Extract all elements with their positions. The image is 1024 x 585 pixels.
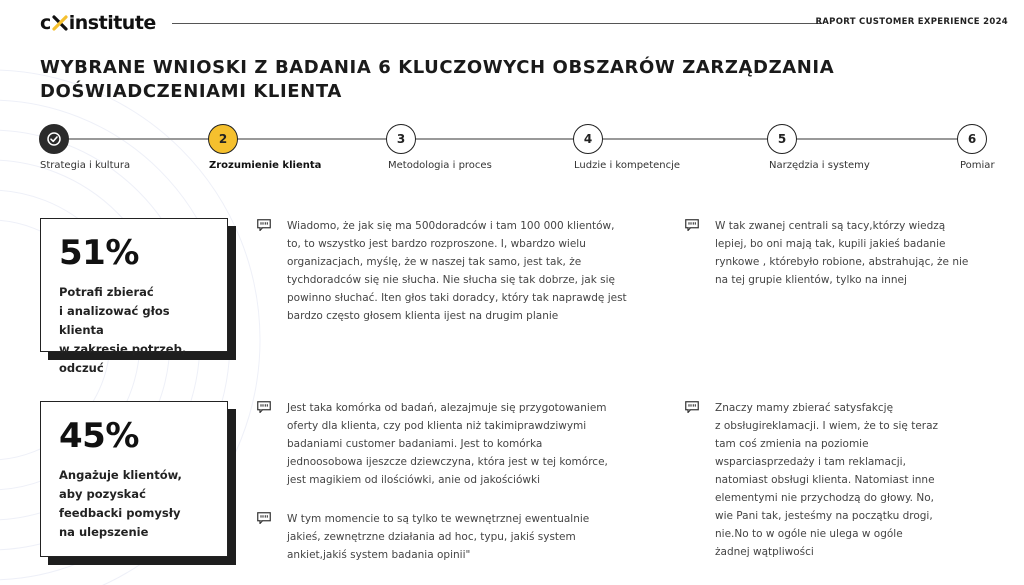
page-title-line-2: DOŚWIADCZENIAMI KLIENTA: [40, 81, 342, 102]
quote-bubble-icon: [685, 401, 699, 413]
quote-line: W tak zwanej centrali są tacy,którzy wiedzą: [715, 220, 946, 232]
quote-line: żadnej wątpliwości: [715, 546, 814, 558]
quote-line: nie.No to w ogóle nie ulega w ogóle: [715, 528, 903, 540]
stat-1-line: w zakresie potrzeb, odczuć: [59, 342, 187, 375]
quote-line: Jest taka komórka od badań, alezajmuje się przygotowaniem: [287, 402, 607, 414]
quote-2: [685, 217, 1005, 289]
quote-bubble-icon: [685, 219, 699, 231]
stat-2-line: aby pozyskać: [59, 487, 146, 501]
quote-line: tam coś zmienia na poziomie: [715, 438, 869, 450]
quote-line: wsparciasprzedaży i tam reklamacji,: [715, 456, 906, 468]
stat-2-line: feedbacki pomysły: [59, 506, 181, 520]
quote-line: organizacjach, myślę, że w naszej tak samo, jest tak, że: [287, 256, 582, 268]
step-6-label: Pomiar: [960, 160, 995, 171]
stat-card-2: [40, 401, 228, 557]
steps-track: [54, 138, 972, 140]
step-3-circle[interactable]: [386, 124, 416, 154]
quote-line: bardzo często głosem klienta ijest na drugim planie: [287, 310, 559, 322]
stat-1-value: 51%: [59, 233, 139, 273]
stat-card-1: [40, 218, 228, 375]
quote-5-text: [715, 399, 938, 561]
quote-line: to, to wszystko jest bardzo rozproszone. I, wbardzo wielu: [287, 238, 586, 250]
quote-line: tychdoradców się nie słucha. Nie słucha się tak dobrze, jak się: [287, 274, 615, 286]
quote-3: [257, 399, 677, 489]
step-1-label: Strategia i kultura: [40, 160, 131, 171]
quote-line: oferty dla klienta, czy pod klienta niż takimiprawdziwymi: [287, 420, 587, 432]
quote-5: [685, 399, 1005, 561]
step-6-circle[interactable]: [957, 124, 987, 154]
step-2-label: Zrozumienie klienta: [209, 160, 322, 171]
quote-line: rynkowe , którebyło robione, abstrahując, że nie: [715, 256, 969, 268]
step-5-label: Narzędzia i systemy: [769, 160, 870, 171]
stat-1-line: i analizować głos klienta: [59, 304, 170, 337]
quote-line: elementymi nie przychodzą do głowy. No,: [715, 492, 934, 504]
quote-line: ankiet,jakiś system badania opinii": [287, 549, 471, 561]
quote-line: lepiej, bo oni mają tak, kupili jakieś badanie: [715, 238, 946, 250]
quote-line: W tym momencie to są tylko te wewnętrznej ewentualnie: [287, 513, 590, 525]
quote-line: natomiast obsługi klienta. Natomiast inne: [715, 474, 935, 486]
quote-line: wie Pani tak, jesteśmy na początku drogi,: [715, 510, 933, 522]
quote-1-text: [287, 217, 627, 325]
logo-x-icon: [52, 15, 68, 31]
quote-line: badaniami customer badaniami. Jest to komórka: [287, 438, 543, 450]
quote-bubble-icon: [257, 219, 271, 231]
page-title-line-1: WYBRANE WNIOSKI Z BADANIA 6 KLUCZOWYCH OBSZARÓW ZARZĄDZANIA: [40, 57, 835, 78]
quote-line: jednoosobowa ijeszcze dziewczyna, która jest w tej komórce,: [287, 456, 608, 468]
step-4-circle[interactable]: [573, 124, 603, 154]
quote-3-text: [287, 399, 608, 489]
quote-bubble-icon: [257, 512, 271, 524]
step-4-number: 4: [583, 132, 593, 146]
stat-2-line: na ulepszenie: [59, 525, 149, 539]
step-4-label: Ludzie i kompetencje: [574, 160, 681, 171]
step-1-circle[interactable]: [39, 124, 69, 154]
step-3-number: 3: [396, 132, 406, 146]
logo-text-institute: institute: [68, 12, 156, 34]
step-5-circle[interactable]: [767, 124, 797, 154]
quote-2-text: [715, 217, 968, 289]
report-label: RAPORT CUSTOMER EXPERIENCE 2024: [815, 17, 1008, 27]
quote-4: [257, 510, 677, 564]
quote-line: Wiadomo, że jak się ma 500doradców i tam 100 000 klientów,: [287, 220, 615, 232]
quote-line: Znaczy mamy zbierać satysfakcję: [715, 402, 894, 414]
quote-line: z obsługireklamacji. I wiem, że to się teraz: [715, 420, 939, 432]
stat-2-description: [59, 466, 213, 542]
step-2-circle[interactable]: [208, 124, 238, 154]
stat-2-line: Angażuje klientów,: [59, 468, 182, 482]
header-divider: [172, 23, 822, 24]
stat-1-line: Potrafi zbierać: [59, 285, 154, 299]
check-circle-icon: [46, 131, 62, 147]
quote-bubble-icon: [257, 401, 271, 413]
stat-2-value: 45%: [59, 416, 139, 456]
stat-1-description: [59, 283, 213, 378]
step-2-number: 2: [218, 132, 228, 146]
step-5-number: 5: [777, 132, 787, 146]
logo-text-c: c: [40, 12, 51, 34]
quote-line: powinno słuchać. Iten głos taki doradcy, który tak naprawdę jest: [287, 292, 627, 304]
quote-1: [257, 217, 677, 325]
quote-line: na tej grupie klientów, tylko na innej: [715, 274, 907, 286]
step-3-label: Metodologia i proces: [388, 160, 492, 171]
step-6-number: 6: [967, 132, 977, 146]
quote-line: jakieś, zewnętrzne działania ad hoc, typu, jakiś system: [287, 531, 576, 543]
quote-4-text: [287, 510, 589, 564]
cx-institute-logo: [40, 12, 156, 34]
quote-line: jest magikiem od ilościówki, anie od jakościówki: [287, 474, 540, 486]
page-title: [40, 56, 860, 104]
